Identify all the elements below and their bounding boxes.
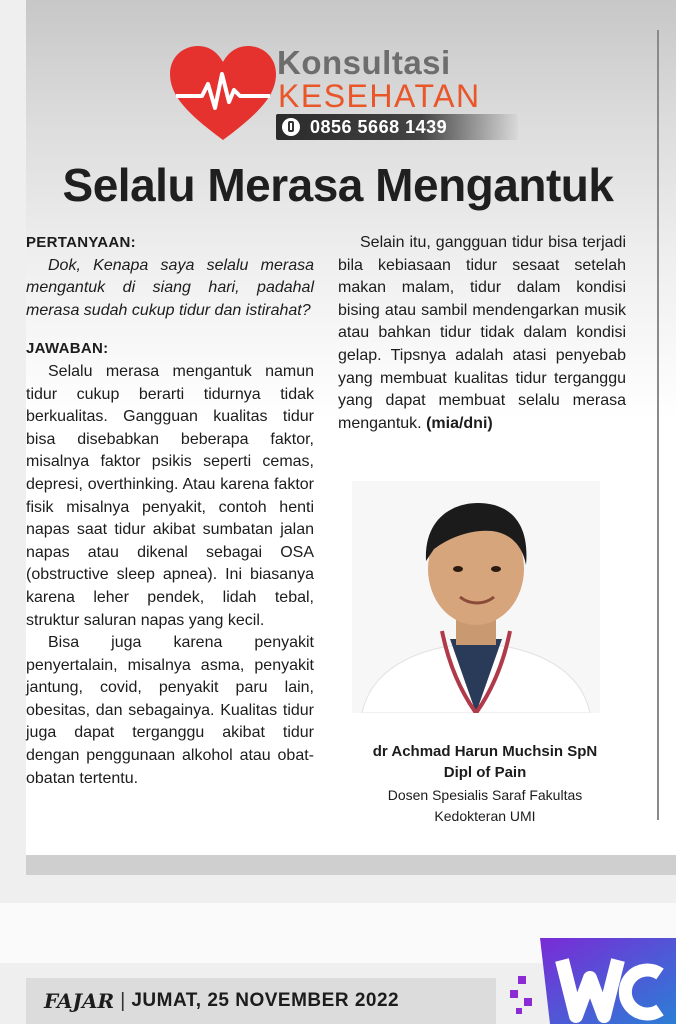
brand-title-kesehatan: KESEHATAN	[278, 78, 481, 114]
doctor-institution: Kedokteran UMI	[434, 808, 536, 824]
author-signoff: (mia/dni)	[426, 414, 493, 432]
phone-icon	[282, 118, 300, 136]
heart-pulse-icon	[168, 44, 278, 144]
answer-paragraph: Selalu merasa mengantuk namun tidur cukup berarti tidurnya tidak berkualitas. Gangguan kualitas tidur bisa disebabkan beberapa faktor, misalnya faktor psikis seperti cemas, depresi, overthinking. Atau karena faktor fisik misalnya penyakit, contoh henti napas saat tidur akibat sumbatan jalan napas atau dikenal sebagai OSA (obstructive sleep apnea). Ini biasanya karena leher pendek, lidah tebal, struktur saluran napas yang kecil.	[26, 362, 314, 629]
corner-brand-logo	[510, 938, 676, 1024]
question-label: PERTANYAAN:	[26, 234, 136, 251]
doctor-caption	[338, 741, 632, 827]
doctor-name: dr Achmad Harun Muchsin SpN	[372, 743, 598, 760]
answer-paragraph-text: Selain itu, gangguan tidur bisa terjadi bila kebiasaan tidur sesaat setelah makan malam, tidur dalam kondisi bising atau sambil mendengarkan musik atau bahkan tidur tidak dalam kondisi gelap. Tipsnya adalah atasi penyebab yang membuat kualitas tidur terganggu yang dapat membuat selalu merasa mengantuk.	[338, 234, 626, 432]
footer-separator: |	[120, 989, 126, 1012]
article-column-left	[26, 232, 314, 790]
answer-paragraph: Bisa juga karena penyakit penyertalain, misalnya asma, penyakit jantung, covid, penyakit paru lain, obesitas, dan sebagainya. Kualitas tidur juga dapat terganggu akibat tidur dengan penggunaan alkohol atau obat-obatan tertentu.	[26, 634, 314, 787]
brand-title-konsultasi: Konsultasi	[277, 44, 451, 81]
answer-paragraph-last	[338, 232, 626, 435]
doctor-credential: Dipl of Pain	[443, 764, 527, 781]
phone-number: 0856 5668 1439	[310, 116, 448, 137]
page-footer	[26, 978, 496, 1024]
question-text: Dok, Kenapa saya selalu merasa mengantuk di siang hari, padahal merasa sudah cukup tidur dan istirahat?	[26, 256, 314, 319]
article-column-right	[338, 232, 626, 435]
phone-bar	[276, 114, 518, 140]
doctor-photo	[352, 481, 600, 713]
doctor-role: Dosen Spesialis Saraf Fakultas	[387, 787, 583, 803]
publication-date: JUMAT, 25 NOVEMBER 2022	[131, 990, 400, 1011]
doctor-portrait-illustration	[352, 481, 600, 713]
answer-label: JAWABAN:	[26, 340, 109, 358]
column-rule	[657, 30, 659, 820]
newspaper-name: FAJAR	[44, 989, 115, 1013]
article-headline: Selalu Merasa Mengantuk	[62, 159, 614, 211]
article-panel-footer-strip	[26, 855, 676, 875]
